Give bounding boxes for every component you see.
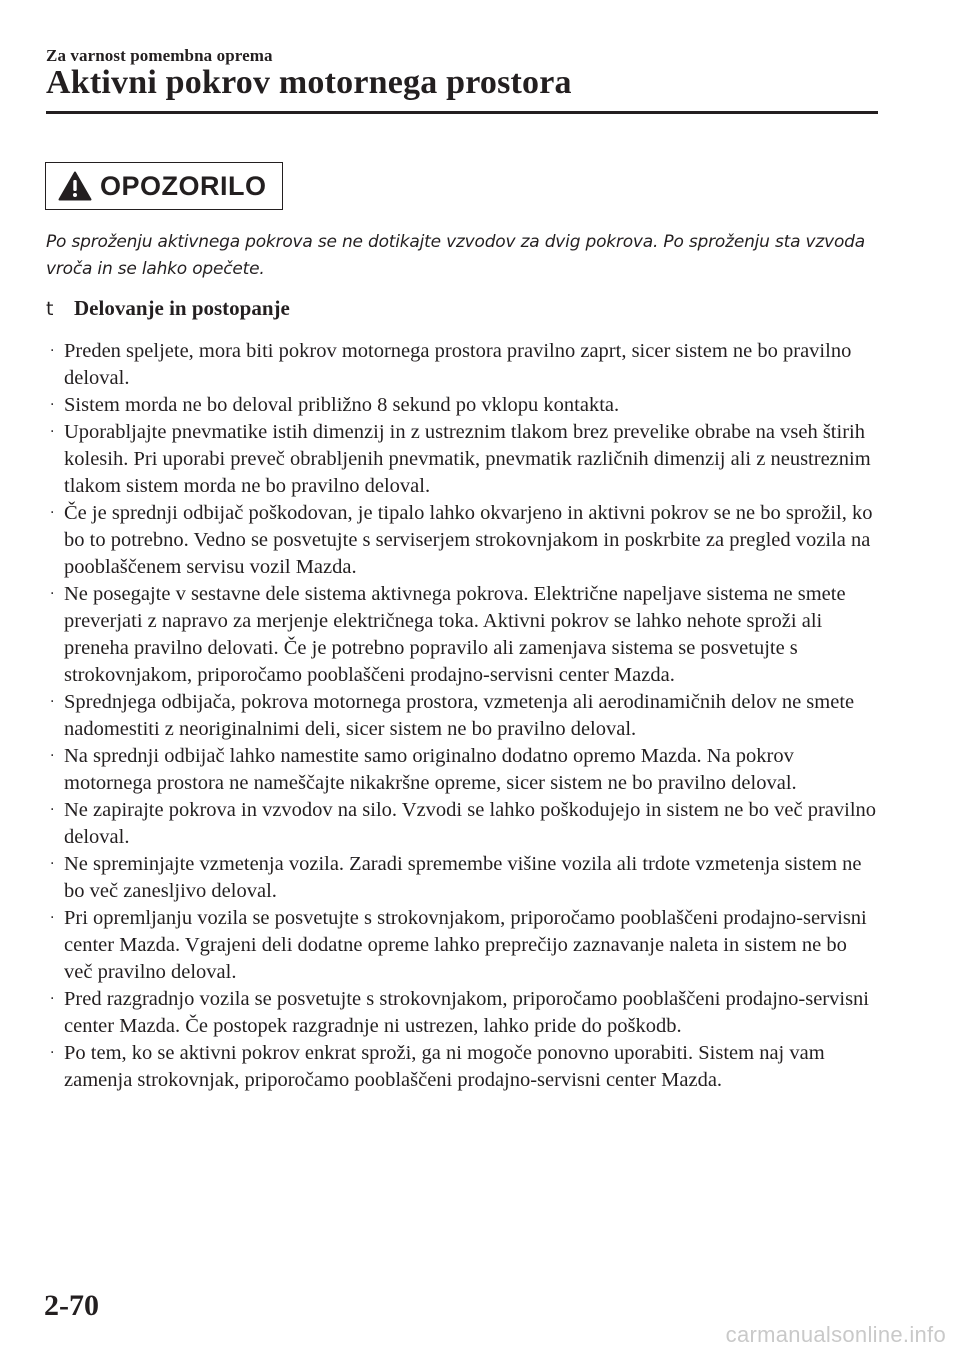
warning-label: OPOZORILO bbox=[100, 170, 267, 201]
bullet-icon: · bbox=[50, 343, 55, 359]
bullet-icon: · bbox=[50, 505, 55, 521]
title-divider bbox=[46, 111, 878, 114]
list-item-text: Sprednjega odbijača, pokrova motornega prostora, vzmetenja ali aerodinamičnih delov ne smete nadomestiti z neoriginalnimi deli, sicer sistem ne bo pravilno deloval. bbox=[64, 691, 855, 740]
bullet-icon: · bbox=[50, 424, 55, 440]
list-item bbox=[48, 743, 878, 797]
list-item-text: Preden speljete, mora biti pokrov motornega prostora pravilno zaprt, sicer sistem ne bo pravilno deloval. bbox=[64, 340, 852, 389]
list-item-text: Ne posegajte v sestavne dele sistema aktivnega pokrova. Električne napeljave sistema ne smete preverjati z napravo za merjenje električnega toka. Aktivni pokrov se lahko nehote sproži ali preneha pravilno delovati. Če je potrebno popravilo ali zamenjava sistema se posvetujte s strokovnjakom, priporočamo pooblaščeni prodajno-servisni center Mazda. bbox=[64, 583, 846, 686]
list-item-text: Pred razgradnjo vozila se posvetujte s strokovnjakom, priporočamo pooblaščeni prodajno-servisni center Mazda. Če postopek razgradnje ni ustrezen, lahko pride do poškodb. bbox=[64, 988, 869, 1037]
list-item bbox=[48, 986, 878, 1040]
bullet-icon: · bbox=[50, 586, 55, 602]
list-item bbox=[48, 581, 878, 689]
subsection-title: Delovanje in postopanje bbox=[74, 296, 290, 320]
list-item-text: Če je sprednji odbijač poškodovan, je tipalo lahko okvarjeno in aktivni pokrov se ne bo sprožil, ko bo to potrebno. Vedno se posvetujte s serviserjem strokovnjakom in poskrbite za pregled vozila na pooblaščenem servisu vozil Mazda. bbox=[64, 502, 873, 578]
list-item-text: Ne spreminjajte vzmetenja vozila. Zaradi spremembe višine vozila ali trdote vzmetenja sistem ne bo več zanesljivo deloval. bbox=[64, 853, 862, 902]
bullet-icon: · bbox=[50, 397, 55, 413]
list-item bbox=[48, 905, 878, 986]
list-item bbox=[48, 797, 878, 851]
watermark: carmanualsonline.info bbox=[725, 1322, 946, 1347]
list-item-text: Sistem morda ne bo deloval približno 8 sekund po vklopu kontakta. bbox=[64, 394, 620, 416]
list-item bbox=[48, 851, 878, 905]
bullet-icon: · bbox=[50, 1045, 55, 1061]
bullet-icon: · bbox=[50, 910, 55, 926]
subsection-heading bbox=[46, 296, 290, 321]
bullet-icon: · bbox=[50, 694, 55, 710]
list-item-text: Ne zapirajte pokrova in vzvodov na silo. Vzvodi se lahko poškodujejo in sistem ne bo več pravilno deloval. bbox=[64, 799, 877, 848]
warning-header-box bbox=[45, 162, 283, 210]
bullet-icon: · bbox=[50, 991, 55, 1007]
bullet-icon: · bbox=[50, 802, 55, 818]
subsection-marker: t bbox=[46, 298, 54, 320]
list-item bbox=[48, 1040, 878, 1094]
list-item-text: Uporabljajte pnevmatike istih dimenzij in z ustreznim tlakom brez prevelike obrabe na vseh štirih kolesih. Pri uporabi preveč obrabljenih pnevmatik, pnevmatik različnih dimenzij ali z neustreznim tlakom sistem morda ne bo pravilno deloval. bbox=[64, 421, 871, 497]
section-label: Za varnost pomembna oprema bbox=[46, 46, 273, 65]
list-item-text: Po tem, ko se aktivni pokrov enkrat sproži, ga ni mogoče ponovno uporabiti. Sistem naj vam zamenja strokovnjak, priporočamo pooblaščeni prodajno-servisni center Mazda. bbox=[64, 1042, 825, 1091]
list-item bbox=[48, 500, 878, 581]
list-item-text: Pri opremljanju vozila se posvetujte s strokovnjakom, priporočamo pooblaščeni prodajno-servisni center Mazda. Vgrajeni deli dodatne opreme lahko preprečijo zaznavanje naleta in sistem ne bo več pravilno deloval. bbox=[64, 907, 867, 983]
list-item bbox=[48, 338, 878, 392]
warning-text: Po sproženju aktivnega pokrova se ne dotikajte vzvodov za dvig pokrova. Po sproženju sta vzvoda vroča in se lahko opečete. bbox=[46, 232, 865, 279]
list-item bbox=[48, 392, 878, 419]
list-item bbox=[48, 419, 878, 500]
page-title: Aktivni pokrov motornega prostora bbox=[46, 64, 572, 101]
bullet-icon: · bbox=[50, 748, 55, 764]
list-item bbox=[48, 689, 878, 743]
list-item-text: Na sprednji odbijač lahko namestite samo originalno dodatno opremo Mazda. Na pokrov motornega prostora ne nameščajte nikakršne opreme, sicer sistem ne bo pravilno deloval. bbox=[64, 745, 797, 794]
warning-triangle-icon bbox=[58, 171, 92, 201]
bullet-list bbox=[48, 338, 878, 1094]
bullet-icon: · bbox=[50, 856, 55, 872]
page-number: 2-70 bbox=[44, 1289, 99, 1322]
